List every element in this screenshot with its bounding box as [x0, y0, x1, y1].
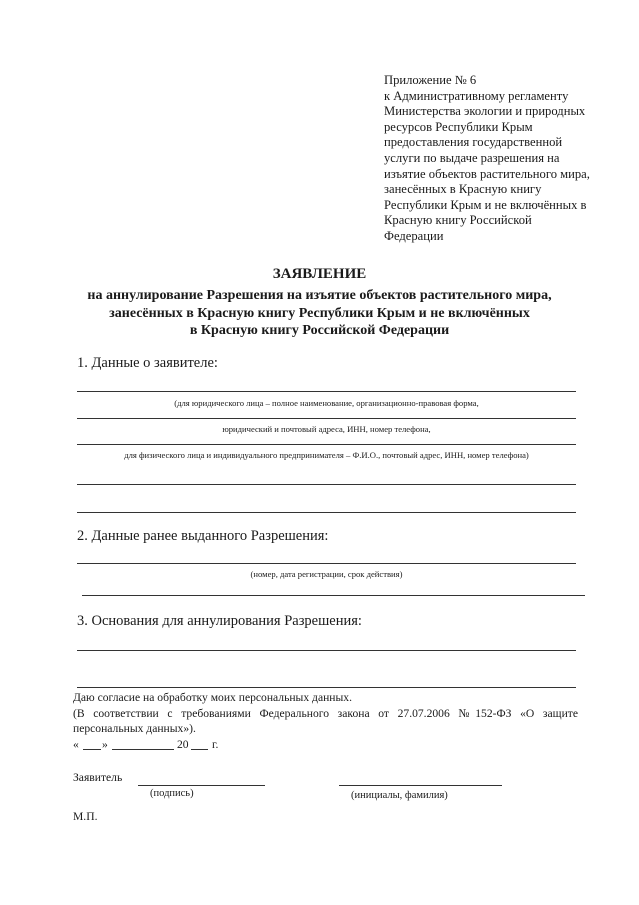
appendix-line: изъятие объектов растительного мира, [384, 166, 590, 181]
appendix-block [384, 73, 624, 245]
date-open-quote: « [73, 738, 79, 751]
appendix-line: Приложение № 6 [384, 73, 477, 87]
subtitle-line-2: занесённых в Красную книгу Республики Крым и не включённых [109, 305, 530, 321]
date-day-field[interactable] [83, 749, 101, 750]
section1-hint-2: юридический и почтовый адреса, ИНН, номер телефона, [222, 424, 431, 434]
date-month-field[interactable] [112, 749, 174, 750]
document-title: ЗАЯВЛЕНИЕ [272, 266, 367, 282]
permit-line-1[interactable] [77, 563, 576, 564]
date-close-quote: » [102, 738, 108, 751]
consent-law-reference: (В соответствии с требованиями Федерального закона от 27.07.2006 №152-ФЗ «О защите [73, 707, 578, 720]
name-caption: (инициалы, фамилия) [351, 790, 448, 801]
applicant-label: Заявитель [73, 771, 123, 784]
section3-heading: 3. Основания для аннулирования Разрешения: [77, 613, 362, 629]
section2-heading: 2. Данные ранее выданного Разрешения: [77, 528, 329, 544]
applicant-line-3[interactable] [77, 444, 576, 445]
consent-statement: Даю согласие на обработку моих персональных данных. [73, 691, 352, 704]
applicant-line-5[interactable] [77, 512, 576, 513]
grounds-line-2[interactable] [77, 687, 576, 688]
appendix-line: Красную книгу Российской [384, 213, 532, 228]
applicant-line-2[interactable] [77, 418, 576, 419]
subtitle-line-1: на аннулирование Разрешения на изъятие объектов растительного мира, [87, 288, 552, 303]
appendix-line: Министерства экологии и природных [384, 104, 586, 119]
section1-heading: 1. Данные о заявителе: [77, 355, 218, 371]
section1-hint-3: для физического лица и индивидуального предпринимателя – Ф.И.О., почтовый адрес, ИНН, номер телефона) [124, 450, 529, 460]
appendix-line: услуги по выдаче разрешения на [384, 150, 560, 165]
section2-hint: (номер, дата регистрации, срок действия) [250, 569, 403, 579]
date-year-field[interactable] [191, 749, 208, 750]
document-subtitle [40, 287, 599, 340]
applicant-line-1[interactable] [77, 391, 576, 392]
appendix-line: предоставления государственной [384, 135, 563, 150]
appendix-line: ресурсов Республики Крым [384, 119, 533, 134]
appendix-line: Федерации [384, 228, 444, 243]
appendix-line: занесённых в Красную книгу [384, 182, 542, 197]
name-field[interactable] [339, 785, 502, 786]
consent-law-reference-end: персональных данных»). [73, 722, 196, 735]
signature-field[interactable] [138, 785, 265, 786]
grounds-line-1[interactable] [77, 650, 576, 651]
appendix-line: к Административному регламенту [384, 88, 569, 103]
signature-caption: (подпись) [150, 788, 194, 799]
appendix-line: Республики Крым и не включённых в [384, 197, 587, 212]
applicant-line-4[interactable] [77, 484, 576, 485]
permit-line-2[interactable] [82, 595, 585, 596]
date-year-suffix: г. [212, 738, 219, 751]
stamp-place: М.П. [73, 810, 98, 823]
date-year-prefix: 20 [177, 738, 189, 751]
subtitle-line-3: в Красную книгу Российской Федерации [189, 323, 450, 338]
section1-hint-1: (для юридического лица – полное наименование, организационно-правовая форма, [174, 398, 479, 408]
